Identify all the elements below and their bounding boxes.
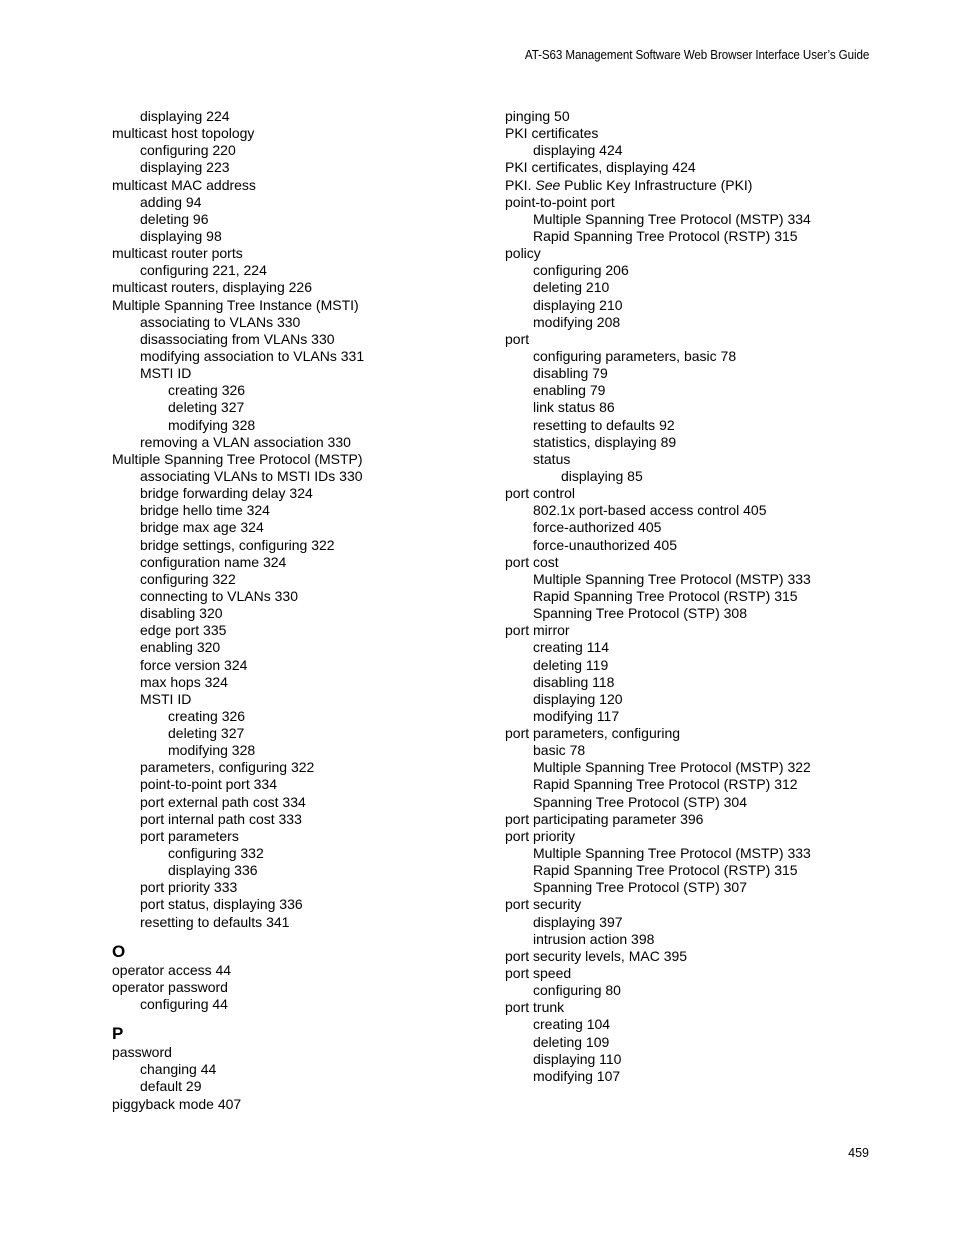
index-subentry: edge port 335 xyxy=(140,622,227,639)
index-subentry: modifying association to VLANs 331 xyxy=(140,347,365,364)
index-entry: multicast routers, displaying 226 xyxy=(112,279,312,296)
index-entry xyxy=(505,177,885,194)
index-subentry: displaying 98 xyxy=(140,227,222,244)
index-subentry: creating 326 xyxy=(168,382,246,399)
index-subentry: Rapid Spanning Tree Protocol (RSTP) 312 xyxy=(533,776,798,793)
index-subentry: displaying 397 xyxy=(533,913,623,930)
see-reference: See xyxy=(535,176,561,193)
index-subentry: modifying 117 xyxy=(533,707,620,724)
index-subentry: creating 104 xyxy=(533,1016,611,1033)
index-entry: port control xyxy=(505,485,576,502)
index-subentry: statistics, displaying 89 xyxy=(533,433,677,450)
index-subentry: Rapid Spanning Tree Protocol (RSTP) 315 xyxy=(533,587,798,604)
index-subentry: resetting to defaults 341 xyxy=(140,913,290,930)
index-entry: port cost xyxy=(505,553,559,570)
index-subentry: configuring parameters, basic 78 xyxy=(533,347,737,364)
index-subentry: force-authorized 405 xyxy=(533,519,662,536)
index-subentry: configuration name 324 xyxy=(140,553,287,570)
index-subentry: enabling 320 xyxy=(140,639,221,656)
index-entry: port mirror xyxy=(505,622,570,639)
index-subentry: configuring 322 xyxy=(140,570,236,587)
index-entry: port security levels, MAC 395 xyxy=(505,947,688,964)
index-letter-heading: P xyxy=(112,1024,124,1044)
index-subentry: bridge hello time 324 xyxy=(140,502,270,519)
index-entry: operator access 44 xyxy=(112,961,232,978)
index-entry: point-to-point port xyxy=(505,193,615,210)
index-entry: multicast router ports xyxy=(112,245,243,262)
index-subentry: port external path cost 334 xyxy=(140,793,306,810)
index-entry: PKI certificates xyxy=(505,125,599,142)
index-entry: port speed xyxy=(505,965,572,982)
index-subentry: configuring 332 xyxy=(168,845,264,862)
index-subentry: creating 114 xyxy=(533,639,610,656)
index-letter-heading: O xyxy=(112,941,126,961)
index-subentry: modifying 208 xyxy=(533,313,621,330)
index-entry: Multiple Spanning Tree Protocol (MSTP) xyxy=(112,450,363,467)
index-entry: PKI certificates, displaying 424 xyxy=(505,159,696,176)
index-subentry: Multiple Spanning Tree Protocol (MSTP) 334 xyxy=(533,210,811,227)
index-subentry: disassociating from VLANs 330 xyxy=(140,330,335,347)
index-subentry: bridge forwarding delay 324 xyxy=(140,485,313,502)
entry-text: Public Key Infrastructure (PKI) xyxy=(560,176,753,193)
index-subentry: MSTI ID xyxy=(140,690,192,707)
index-subentry: bridge settings, configuring 322 xyxy=(140,536,335,553)
index-subentry: displaying 223 xyxy=(140,159,230,176)
index-subentry: intrusion action 398 xyxy=(533,930,655,947)
index-subentry: displaying 224 xyxy=(140,108,230,124)
index-subentry: creating 326 xyxy=(168,707,246,724)
index-subentry: point-to-point port 334 xyxy=(140,776,277,793)
index-subentry: deleting 327 xyxy=(168,399,245,416)
index-entry: port priority xyxy=(505,827,576,844)
index-entry: policy xyxy=(505,245,541,262)
index-subentry: displaying 424 xyxy=(533,142,623,159)
index-column-left xyxy=(112,108,492,1113)
index-entry: port security xyxy=(505,896,582,913)
index-entry: Multiple Spanning Tree Instance (MSTI) xyxy=(112,296,359,313)
index-subentry: port internal path cost 333 xyxy=(140,810,302,827)
index-subentry: configuring 221, 224 xyxy=(140,262,267,279)
running-header: AT-S63 Management Software Web Browser Interface User’s Guide xyxy=(524,48,869,62)
index-subentry: link status 86 xyxy=(533,399,615,416)
index-subentry: removing a VLAN association 330 xyxy=(140,433,351,450)
index-subentry: enabling 79 xyxy=(533,382,606,399)
index-subentry: deleting 109 xyxy=(533,1033,610,1050)
index-entry: pinging 50 xyxy=(505,108,570,124)
index-subentry: Multiple Spanning Tree Protocol (MSTP) 322 xyxy=(533,759,811,776)
index-subentry: connecting to VLANs 330 xyxy=(140,587,298,604)
index-subentry: disabling 320 xyxy=(140,605,223,622)
index-subentry: status xyxy=(533,450,571,467)
index-subentry: configuring 80 xyxy=(533,982,621,999)
index-subentry: MSTI ID xyxy=(140,365,192,382)
index-entry: operator password xyxy=(112,978,228,995)
index-subentry: configuring 206 xyxy=(533,262,629,279)
index-entry: port xyxy=(505,330,530,347)
index-subentry: Rapid Spanning Tree Protocol (RSTP) 315 xyxy=(533,862,798,879)
index-subentry: force-unauthorized 405 xyxy=(533,536,677,553)
index-subentry: configuring 220 xyxy=(140,142,236,159)
index-subentry: displaying 210 xyxy=(533,296,623,313)
index-subentry: associating VLANs to MSTI IDs 330 xyxy=(140,467,363,484)
index-subentry: 802.1x port-based access control 405 xyxy=(533,502,767,519)
index-subentry: deleting 119 xyxy=(533,656,609,673)
index-subentry: adding 94 xyxy=(140,193,202,210)
index-entry: piggyback mode 407 xyxy=(112,1095,242,1112)
index-subentry: max hops 324 xyxy=(140,673,228,690)
index-subentry: displaying 85 xyxy=(561,467,643,484)
index-subentry: configuring 44 xyxy=(140,996,228,1013)
index-subentry: Rapid Spanning Tree Protocol (RSTP) 315 xyxy=(533,227,798,244)
index-subentry: port parameters xyxy=(140,827,239,844)
index-subentry: modifying 107 xyxy=(533,1067,621,1084)
index-entry: multicast host topology xyxy=(112,125,255,142)
index-subentry: Multiple Spanning Tree Protocol (MSTP) 333 xyxy=(533,570,811,587)
index-subentry: modifying 328 xyxy=(168,416,256,433)
index-entry: multicast MAC address xyxy=(112,176,256,193)
index-subentry: Spanning Tree Protocol (STP) 308 xyxy=(533,605,748,622)
index-subentry: force version 324 xyxy=(140,656,248,673)
index-subentry: basic 78 xyxy=(533,742,586,759)
entry-text: PKI. xyxy=(505,176,536,193)
index-subentry: deleting 96 xyxy=(140,210,209,227)
index-subentry: disabling 118 xyxy=(533,673,615,690)
index-subentry: modifying 328 xyxy=(168,742,256,759)
index-subentry: port priority 333 xyxy=(140,879,238,896)
index-subentry: displaying 120 xyxy=(533,690,623,707)
index-subentry: parameters, configuring 322 xyxy=(140,759,315,776)
index-subentry: deleting 327 xyxy=(168,725,245,742)
index-subentry: Spanning Tree Protocol (STP) 307 xyxy=(533,879,748,896)
index-subentry: resetting to defaults 92 xyxy=(533,416,675,433)
index-entry: port participating parameter 396 xyxy=(505,810,704,827)
index-subentry: deleting 210 xyxy=(533,279,610,296)
index-subentry: port status, displaying 336 xyxy=(140,896,303,913)
page-number: 459 xyxy=(848,1146,869,1160)
index-entry: port parameters, configuring xyxy=(505,725,681,742)
index-subentry: bridge max age 324 xyxy=(140,519,264,536)
index-entry: port trunk xyxy=(505,999,565,1016)
index-column-right xyxy=(505,108,885,1085)
index-subentry: Spanning Tree Protocol (STP) 304 xyxy=(533,793,748,810)
index-subentry: changing 44 xyxy=(140,1061,217,1078)
index-subentry: displaying 336 xyxy=(168,862,258,879)
index-entry: password xyxy=(112,1044,172,1061)
index-subentry: disabling 79 xyxy=(533,365,608,382)
index-subentry: Multiple Spanning Tree Protocol (MSTP) 333 xyxy=(533,845,811,862)
index-subentry: default 29 xyxy=(140,1078,202,1095)
index-subentry: displaying 110 xyxy=(533,1050,622,1067)
index-subentry: associating to VLANs 330 xyxy=(140,313,301,330)
